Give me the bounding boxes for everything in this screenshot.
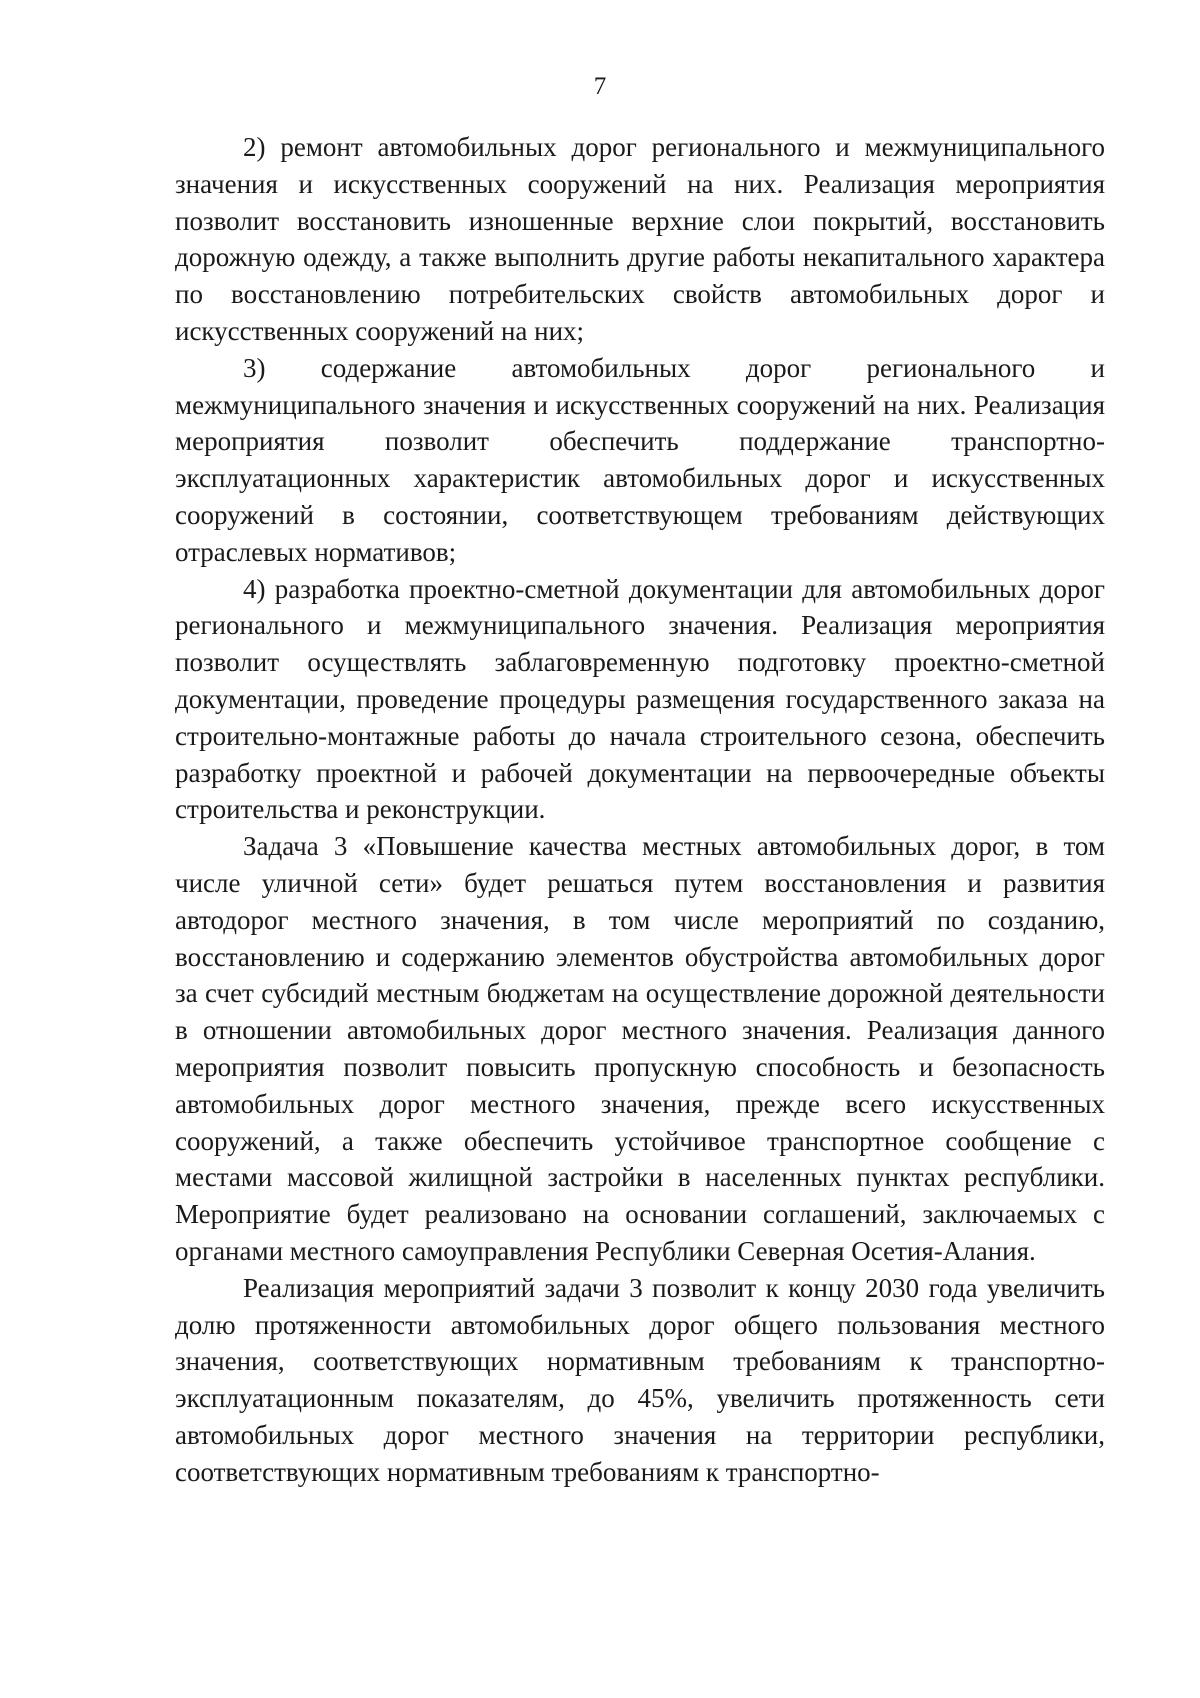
paragraph-item-2-repair: 2) ремонт автомобильных дорог регионального и межмуниципального значения и искусственных сооружений на них. Реализация мероприятия позволит восстановить изношенные верхние слои покрытий, восстановить дорожную одежду, а также выполнить другие работы некапитального характера по восстановлению потребительских свойств автомобильных дорог и искусственных сооружений на них; xyxy=(175,132,1105,346)
paragraph-item-3-maintenance: 3) содержание автомобильных дорог регионального и межмуниципального значения и искусственных сооружений на них. Реализация мероприятия позволит обеспечить поддержание транспортно-эксплуатационных характеристик автомобильных дорог и искусственных сооружений в состоянии, соответствующем требованиям действующих отраслевых нормативов; xyxy=(175,352,1105,567)
paragraph-task-3: Задача 3 «Повышение качества местных автомобильных дорог, в том числе уличной сети» будет решаться путем восстановления и развития автодорог местного значения, в том числе мероприятий по созданию, восстановлению и содержанию элементов обустройства автомобильных дорог за счет субсидий местным бюджетам на осуществление дорожной деятельности в отношении автомобильных дорог местного значения. Реализация данного мероприятия позволит повысить пропускную способность и безопасность автомобильных дорог местного значения, прежде всего искусственных сооружений, а также обеспечить устойчивое транспортное сообщение с местами массовой жилищной застройки в населенных пунктах республики. Мероприятие будет реализовано на основании соглашений, заключаемых с органами местного самоуправления Республики Северная Осетия-Алания. xyxy=(175,831,1105,1266)
document-body xyxy=(175,129,1105,1490)
paragraph-item-4-design-documentation: 4) разработка проектно-сметной документации для автомобильных дорог регионального и межмуниципального значения. Реализация мероприятия позволит осуществлять заблаговременную подготовку проектно-сметной документации, проведение процедуры размещения государственного заказа на строительно-монтажные работы до начала строительного сезона, обеспечить разработку проектной и рабочей документации на первоочередные объекты строительства и реконструкции. xyxy=(175,573,1105,825)
paragraph-task-3-results: Реализация мероприятий задачи 3 позволит к концу 2030 года увеличить долю протяженности автомобильных дорог общего пользования местного значения, соответствующих нормативным требованиям к транспортно-эксплуатационным показателям, до 45%, увеличить протяженность сети автомобильных дорог местного значения на территории республики, соответствующих нормативным требованиям к транспортно- xyxy=(175,1272,1105,1487)
page-number: 7 xyxy=(593,73,607,100)
